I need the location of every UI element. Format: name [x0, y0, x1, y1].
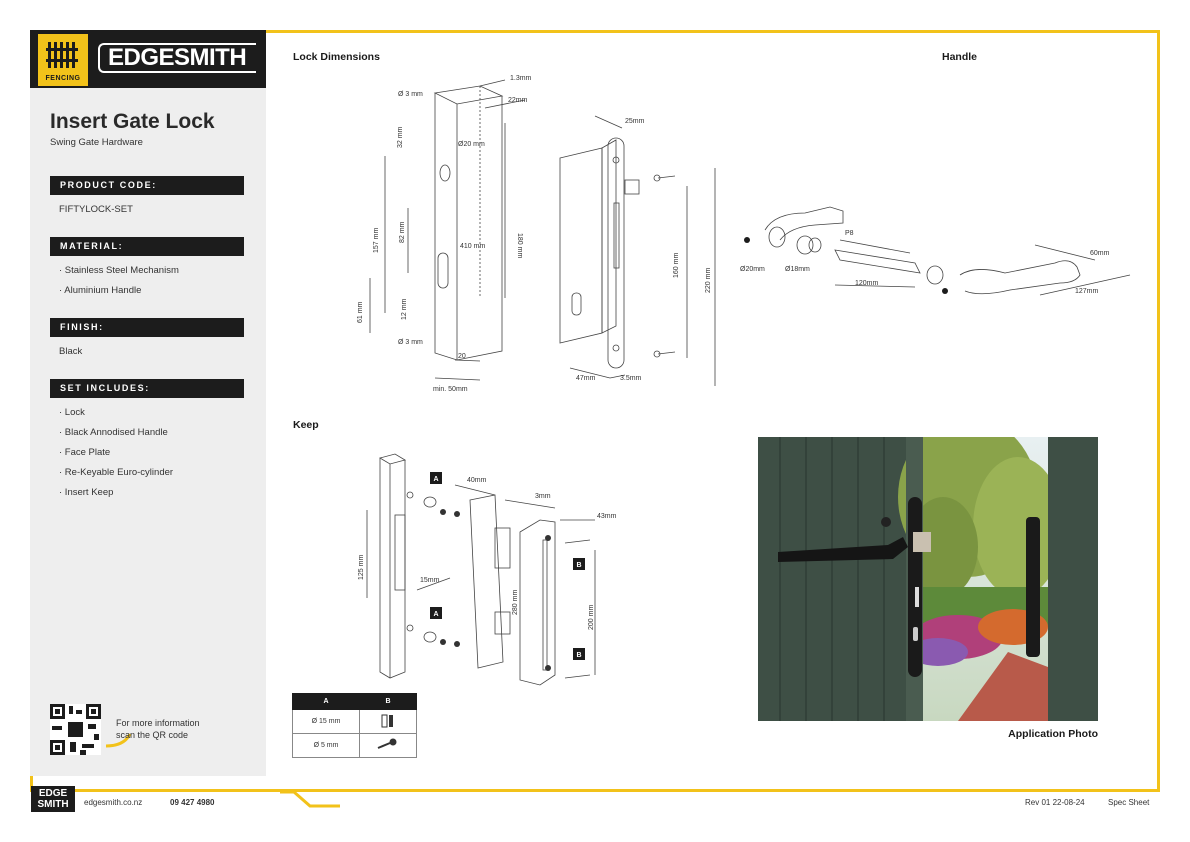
lock-dimensions-drawing [340, 68, 740, 408]
dim-label: 410 mm [460, 243, 486, 250]
photo-caption: Application Photo [1008, 728, 1098, 740]
keep-drawing [355, 450, 635, 690]
dim-label: 47mm [576, 375, 596, 382]
brand-logo: EDGESMITH [98, 43, 256, 73]
fencing-logo [38, 34, 88, 86]
handle-dim: 120mm [855, 280, 879, 287]
dim-label: 32 mm [397, 126, 404, 148]
keep-heading: Keep [293, 419, 319, 431]
footer-doc-type: Spec Sheet [1108, 798, 1150, 807]
application-photo [758, 437, 1098, 721]
dim-label: 25mm [625, 118, 645, 125]
dim-label: 157 mm [373, 227, 380, 253]
fence-icon [48, 42, 78, 68]
qr-code[interactable] [50, 704, 101, 755]
table-cell [360, 734, 417, 758]
handle-drawing [735, 195, 1135, 310]
product-code-value: FIFTYLOCK-SET [59, 204, 133, 215]
includes-item: · Black Annodised Handle [59, 427, 168, 438]
lock-dimensions-heading: Lock Dimensions [293, 51, 380, 63]
dim-label: 61 mm [357, 301, 364, 323]
gate-photo-illustration [758, 437, 1098, 721]
footer-revision: Rev 01 22-08-24 [1025, 798, 1085, 807]
table-cell [360, 710, 417, 734]
footer-phone[interactable]: 09 427 4980 [170, 798, 215, 807]
logo-bar [30, 30, 266, 88]
handle-dim: Ø18mm [785, 266, 810, 273]
callout-b: B [576, 652, 582, 659]
keep-dim: 15mm [420, 577, 440, 584]
handle-dim: 127mm [1075, 288, 1099, 295]
anchor-icon [378, 713, 398, 729]
includes-item: · Lock [59, 407, 85, 418]
dim-label: 20 [458, 353, 466, 360]
frame-notch [280, 788, 340, 810]
callout-a: A [433, 611, 439, 618]
screw-icon [376, 738, 400, 752]
dim-label: 1.3mm [510, 75, 532, 82]
qr-note-line1: For more information [116, 718, 200, 728]
sidebar-corner [240, 752, 270, 778]
handle-dim: 60mm [1090, 250, 1110, 257]
material-item: · Aluminium Handle [59, 285, 142, 296]
callout-b: B [576, 562, 582, 569]
dim-label: 3.5mm [620, 375, 642, 382]
dim-label: 22mm [508, 97, 528, 104]
dim-label: Ø 3 mm [398, 339, 423, 346]
product-subtitle: Swing Gate Hardware [50, 137, 143, 148]
keep-dim: 43mm [597, 513, 617, 520]
footer-website[interactable]: edgesmith.co.nz [84, 798, 143, 807]
product-title: Insert Gate Lock [50, 110, 215, 133]
keep-dim: 280 mm [512, 589, 519, 615]
callout-a: A [433, 476, 439, 483]
keep-dim: 125 mm [358, 554, 365, 580]
material-header: MATERIAL: [50, 237, 244, 256]
includes-item: · Insert Keep [59, 487, 114, 498]
handle-dim: P8 [845, 230, 854, 237]
dim-label: Ø20 mm [458, 141, 485, 148]
includes-item: · Face Plate [59, 447, 111, 458]
dim-label: 12 mm [401, 298, 408, 320]
keep-dim: 40mm [467, 477, 487, 484]
finish-value: Black [59, 346, 83, 357]
handle-heading: Handle [942, 51, 978, 63]
table-cell: Ø 15 mm [293, 710, 360, 734]
keep-dim: 200 mm [588, 604, 595, 630]
product-code-header: PRODUCT CODE: [50, 176, 244, 195]
qr-note-line2: scan the QR code [116, 730, 189, 740]
includes-item: · Re-Keyable Euro-cylinder [59, 467, 174, 478]
sidebar [30, 30, 266, 776]
dim-label: 82 mm [399, 221, 406, 243]
dim-label: Ø 3 mm [398, 91, 423, 98]
set-includes-header: SET INCLUDES: [50, 379, 244, 398]
fixings-table [292, 693, 417, 758]
dim-label: min. 50mm [433, 386, 468, 393]
fencing-label: FENCING [45, 75, 81, 82]
table-header-a: A [293, 694, 360, 710]
keep-dim: 3mm [535, 493, 551, 500]
table-header-b: B [360, 694, 417, 710]
table-cell: Ø 5 mm [293, 734, 360, 758]
dim-label: 220 mm [705, 267, 712, 293]
handle-dim: Ø20mm [740, 266, 765, 273]
finish-header: FINISH: [50, 318, 244, 337]
dim-label: 160 mm [673, 252, 680, 278]
dim-label: 180 mm [516, 233, 523, 259]
material-item: · Stainless Steel Mechanism [59, 265, 179, 276]
qr-note [116, 717, 226, 741]
footer-logo: EDGE SMITH [31, 786, 75, 812]
